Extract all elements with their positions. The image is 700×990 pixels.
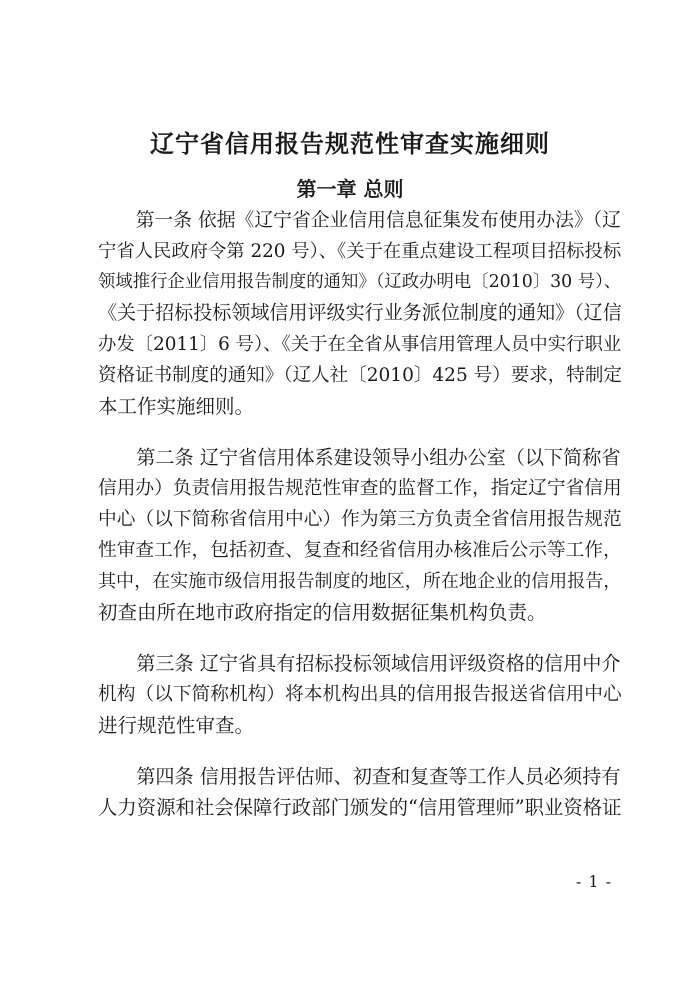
text-line: 进行规范性审查。 <box>98 714 255 737</box>
article-3-paragraph <box>98 648 622 741</box>
text-line: 第四条 信用报告评估师、初查和复查等工作人员必须持有 <box>136 765 621 788</box>
text-line: 初查由所在地市政府指定的信用数据征集机构负责。 <box>98 601 547 624</box>
article-4-paragraph <box>98 761 622 823</box>
text-line: 人力资源和社会保障行政部门颁发的“信用管理师”职业资格证 <box>98 796 622 819</box>
text-line: 中心（以下简称省信用中心）作为第三方负责全省信用报告规范 <box>98 509 622 530</box>
article-2-paragraph <box>98 442 622 628</box>
document-title: 辽宁省信用报告规范性审查实施细则 <box>150 130 550 158</box>
text-line: 办发〔2011〕6 号）、《关于在全省从事信用管理人员中实行职业 <box>98 334 622 355</box>
text-line: 宁省人民政府令第 220 号）、《关于在重点建设工程项目招标投标 <box>98 241 622 262</box>
text-line: 资格证书制度的通知》（辽人社〔2010〕425 号）要求，特制定 <box>98 365 622 386</box>
document-body <box>98 205 622 843</box>
text-line: 其中，在实施市级信用报告制度的地区，所在地企业的信用报告， <box>98 571 622 592</box>
text-line: 性审查工作，包括初查、复查和经省信用办核准后公示等工作， <box>98 540 622 561</box>
text-line: 信用办）负责信用报告规范性审查的监督工作，指定辽宁省信用 <box>98 478 622 499</box>
page-number: - 1 - <box>575 872 612 891</box>
text-line: 第二条 辽宁省信用体系建设领导小组办公室（以下简称省 <box>136 446 621 469</box>
text-line: 领域推行企业信用报告制度的通知》（辽政办明电〔2010〕30 号）、 <box>98 272 622 292</box>
text-line: 本工作实施细则。 <box>98 395 255 418</box>
text-line: 机构（以下简称机构）将本机构出具的信用报告报送省信用中心 <box>98 684 622 705</box>
text-line: 《关于招标投标领域信用评级实行业务派位制度的通知》（辽信 <box>98 302 622 324</box>
article-1-paragraph <box>98 205 622 422</box>
chapter-heading: 第一章 总则 <box>296 177 404 201</box>
text-line: 第一条 依据《辽宁省企业信用信息征集发布使用办法》（辽 <box>135 210 621 231</box>
text-line: 第三条 辽宁省具有招标投标领域信用评级资格的信用中介 <box>136 652 621 675</box>
